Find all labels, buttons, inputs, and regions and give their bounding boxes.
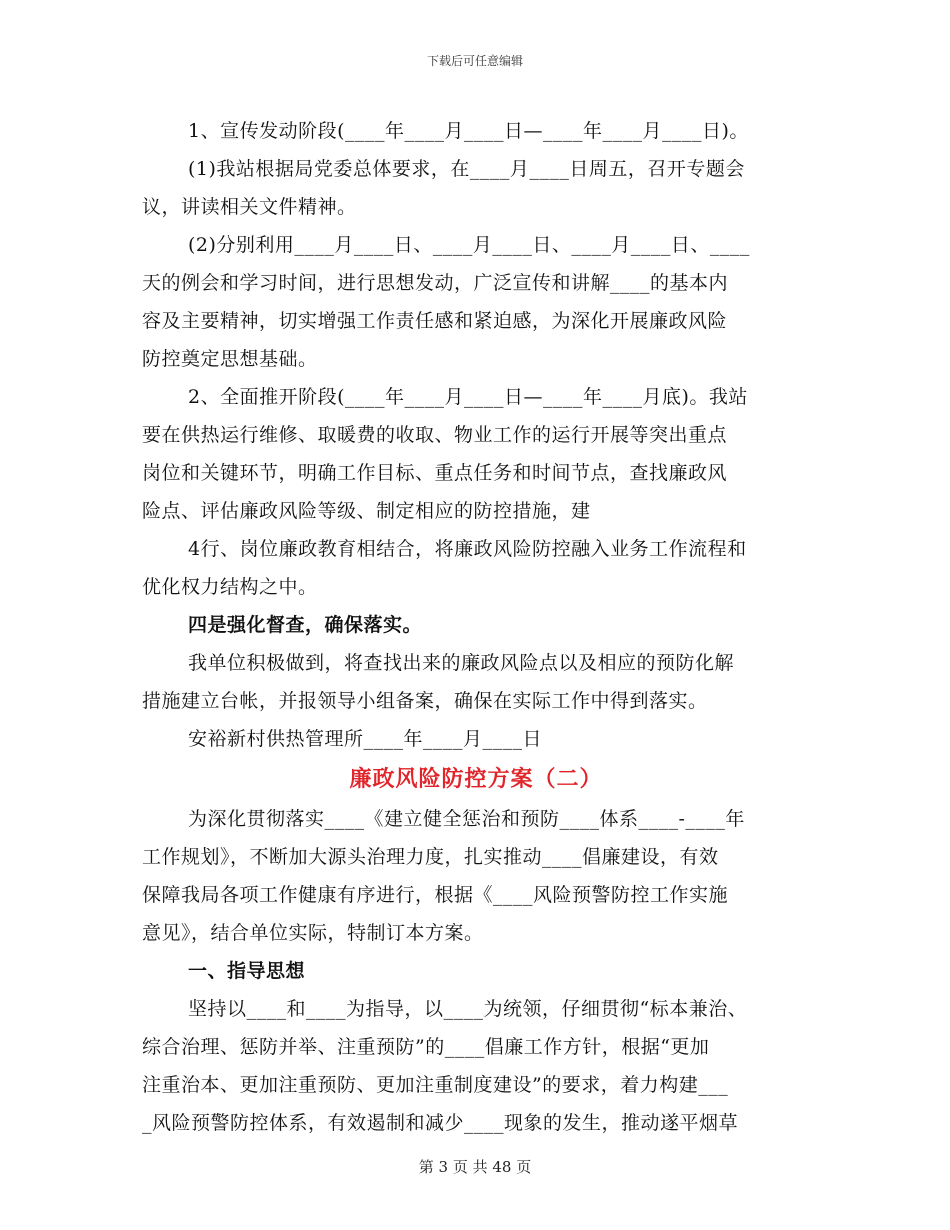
signature-line: 安裕新村供热管理所____年____月____日 [188, 728, 543, 750]
subheading: 四是强化督查，确保落实。 [188, 614, 423, 636]
paragraph-line: 综合治理、惩防并举、注重预防”的____倡廉工作方针，根据“更加 [142, 1036, 710, 1058]
paragraph-line: 意见》，结合单位实际，特制订本方案。 [142, 922, 484, 944]
header-note: 下载后可任意编辑 [426, 54, 523, 68]
document-body [142, 112, 810, 1142]
paragraph-line: 要在供热运行维修、取暖费的收取、物业工作的运行开展等突出重点 [142, 424, 728, 446]
paragraph-line: 4行、岗位廉政教育相结合，将廉政风险防控融入业务工作流程和 [188, 538, 747, 560]
paragraph-line: (1)我站根据局党委总体要求，在____月____日周五，召开专题会 [188, 158, 745, 180]
paragraph-line: 议，讲读相关文件精神。 [142, 196, 357, 218]
subheading: 一、指导思想 [188, 960, 306, 982]
paragraph-line: (2)分别利用____月____日、____月____日、____月____日、____ [188, 234, 750, 256]
paragraph-line: 岗位和关键环节，明确工作目标、重点任务和时间节点，查找廉政风 [142, 462, 728, 484]
paragraph-line: 注重治本、更加注重预防、更加注重制度建设”的要求，着力构建___ [142, 1074, 729, 1096]
paragraph-line: 险点、评估廉政风险等级、制定相应的防控措施，建 [142, 500, 591, 522]
paragraph-line: 优化权力结构之中。 [142, 576, 318, 598]
paragraph-line: 我单位积极做到，将查找出来的廉政风险点以及相应的预防化解 [188, 652, 735, 674]
paragraph-line: 工作规划》，不断加大源头治理力度，扎实推动____倡廉建设，有效 [142, 846, 719, 868]
page-footer: 第 3 页 共 48 页 [418, 1158, 532, 1176]
paragraph-line: 防控奠定思想基础。 [142, 348, 318, 370]
paragraph-line: 天的例会和学习时间，进行思想发动，广泛宣传和讲解____的基本内 [142, 272, 729, 294]
paragraph-line: 坚持以____和____为指导，以____为统领，仔细贯彻“标本兼治、 [188, 998, 748, 1020]
paragraph-line: _风险预警防控体系，有效遏制和减少____现象的发生，推动遂平烟草 [142, 1112, 739, 1134]
section-title: 廉政风险防控方案（二） [349, 766, 603, 792]
paragraph-line: 容及主要精神，切实增强工作责任感和紧迫感，为深化开展廉政风险 [142, 310, 728, 332]
paragraph-line: 保障我局各项工作健康有序进行，根据《____风险预警防控工作实施 [142, 884, 729, 906]
paragraph-line: 为深化贯彻落实____《建立健全惩治和预防____体系____-____年 [188, 808, 745, 830]
paragraph-line: 1、宣传发动阶段(____年____月____日—____年____月____日)。 [188, 120, 749, 142]
paragraph-line: 2、全面推开阶段(____年____月____日—____年____月底)。我站 [188, 386, 748, 408]
paragraph-line: 措施建立台帐，并报领导小组备案，确保在实际工作中得到落实。 [142, 690, 708, 712]
